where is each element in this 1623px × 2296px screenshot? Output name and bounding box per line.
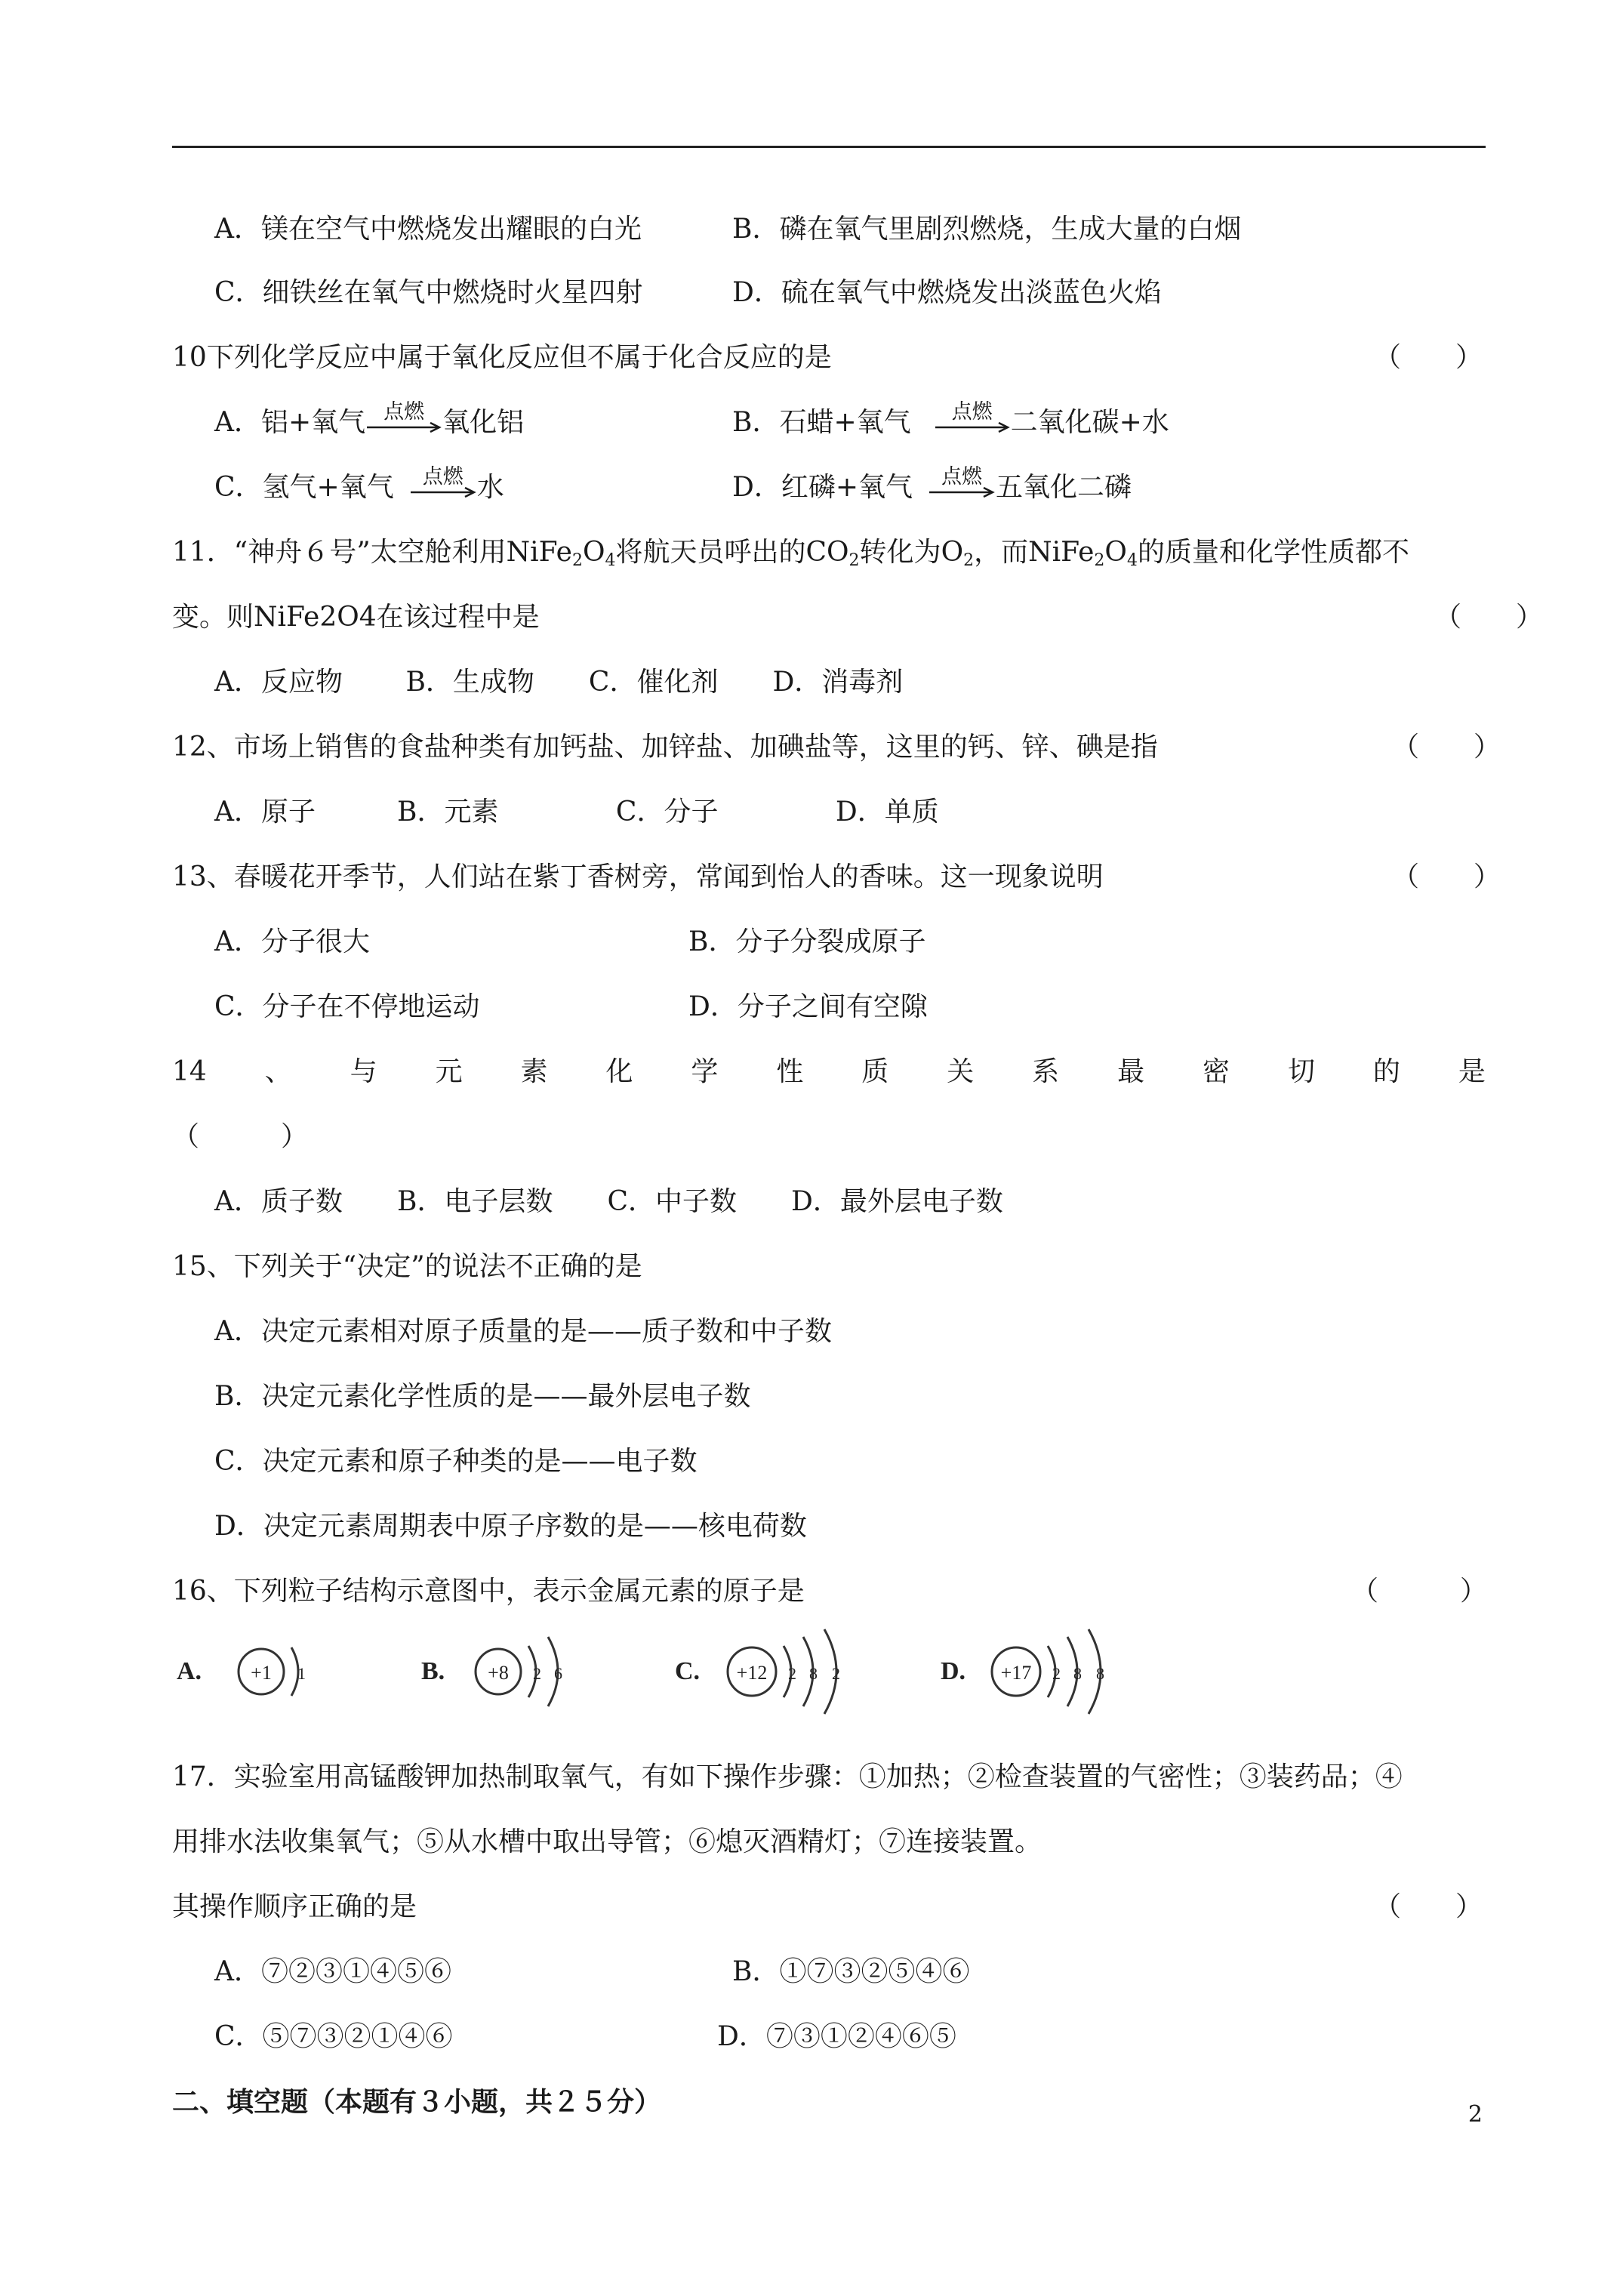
q10-option-a (214, 400, 525, 439)
stem-char: 性 (776, 1056, 804, 1087)
stem-char: 最 (1117, 1056, 1145, 1087)
reactants: D．红磷+氧气 (732, 472, 913, 503)
stem-char: 学 (691, 1056, 719, 1087)
shell-electrons: 2 (533, 1664, 541, 1683)
subscript: 4 (1126, 551, 1138, 570)
q12-options: A．原子 B．元素 C．分子 D．单质 (214, 797, 939, 827)
subscript: 4 (605, 551, 616, 570)
q14-options: A．质子数 B．电子层数 C．中子数 D．最外层电子数 (214, 1186, 1003, 1217)
arrow-icon (934, 421, 1011, 433)
formula: CO (805, 537, 849, 568)
atom-diagram-c (675, 1629, 840, 1714)
q15-option-a: A．决定元素相对原子质量的是——质子数和中子数 (214, 1316, 832, 1347)
atom-option-label: D. (941, 1657, 966, 1685)
q14-stem (172, 1056, 1486, 1089)
reactants: B．石蜡+氧气 (732, 407, 911, 438)
q12-stem: 12、市场上销售的食盐种类有加钙盐、加锌盐、加碘盐等，这里的钙、锌、碘是指 (172, 732, 1158, 763)
q10-stem: 10下列化学反应中属于氧化反应但不属于化合反应的是 (172, 342, 832, 373)
text: ，而 (974, 537, 1029, 568)
q16-stem: 16、下列粒子结构示意图中，表示金属元素的原子是 (172, 1576, 805, 1607)
q10-option-c (214, 465, 504, 504)
atom-option-label: B. (421, 1657, 445, 1685)
q15-stem: 15、下列关于“决定”的说法不正确的是 (172, 1251, 642, 1282)
q9-option-a: A．镁在空气中燃烧发出耀眼的白光 (214, 214, 642, 245)
q16-answer-paren: （ ） (1351, 1576, 1488, 1607)
shell-electrons: 1 (297, 1664, 306, 1683)
shell-electrons: 2 (1052, 1664, 1061, 1683)
subscript: 2 (571, 551, 583, 570)
q17-option-b: B．①⑦③②⑤④⑥ (732, 1956, 970, 1987)
shell-electrons: 8 (809, 1664, 818, 1683)
shell-electrons: 2 (788, 1664, 796, 1683)
nucleus-charge: +12 (736, 1662, 768, 1684)
q17-line-2: 用排水法收集氧气；⑤从水槽中取出导管；⑥熄灭酒精灯；⑦连接装置。 (172, 1826, 1042, 1857)
atom-structure-diagrams (172, 1616, 1153, 1729)
q9-option-d: D．硫在氧气中燃烧发出淡蓝色火焰 (732, 277, 1162, 308)
products: 水 (476, 472, 504, 503)
stem-char: 14 (172, 1056, 207, 1087)
q11-options: A．反应物 B．生成物 C．催化剂 D．消毒剂 (214, 667, 904, 698)
nucleus-charge: +1 (251, 1662, 272, 1684)
stem-char: 的 (1372, 1056, 1400, 1087)
text: 11．“神舟６号”太空舱利用 (172, 537, 507, 568)
section-heading: 二、填空题（本题有３小题，共２５分） (172, 2086, 662, 2118)
q17-line-1: 17．实验室用高锰酸钾加热制取氧气，有如下操作步骤：①加热；②检查装置的气密性；③装药品；④ (172, 1761, 1403, 1792)
reaction-arrow (365, 400, 442, 439)
condition-label: 点燃 (951, 400, 993, 424)
stem-char: 化 (605, 1056, 633, 1087)
q10-option-d (732, 465, 1132, 504)
condition-label: 点燃 (383, 400, 425, 424)
atom-diagram-b (421, 1637, 562, 1706)
q11-answer-paren: （ ） (1434, 602, 1544, 633)
stem-char: 素 (520, 1056, 548, 1087)
atom-diagram-a (177, 1647, 306, 1696)
condition-label: 点燃 (422, 465, 463, 488)
q9-option-b: B．磷在氧气里剧烈燃烧，生成大量的白烟 (732, 214, 1242, 245)
formula: O (1104, 537, 1127, 568)
formula: O (582, 537, 605, 568)
subscript: 2 (963, 551, 975, 570)
q13-option-c: C．分子在不停地运动 (214, 991, 480, 1022)
stem-char: 与 (350, 1056, 377, 1087)
q15-option-c: C．决定元素和原子种类的是——电子数 (214, 1446, 698, 1477)
formula: NiFe (506, 537, 572, 568)
nucleus-charge: +8 (488, 1662, 509, 1684)
stem-char: 切 (1287, 1056, 1315, 1087)
formula: O (941, 537, 964, 568)
q17-option-c: C．⑤⑦③②①④⑥ (214, 2021, 453, 2052)
q13-stem: 13、春暖花开季节，人们站在紫丁香树旁，常闻到怡人的香味。这一现象说明 (172, 861, 1104, 892)
reaction-arrow (409, 465, 477, 504)
q12-answer-paren: （ ） (1392, 732, 1501, 763)
q11-line-1 (172, 536, 1409, 569)
text: 将航天员呼出的 (615, 537, 806, 568)
reaction-arrow (928, 465, 996, 504)
products: 五氧化二磷 (996, 472, 1132, 503)
condition-label: 点燃 (941, 465, 983, 488)
header-rule (172, 146, 1486, 148)
nucleus-charge: +17 (1000, 1662, 1032, 1684)
q13-answer-paren: （ ） (1392, 861, 1501, 892)
q17-line-3: 其操作顺序正确的是 (172, 1891, 417, 1922)
q17-answer-paren: （ ） (1374, 1891, 1483, 1922)
stem-char: 质 (861, 1056, 889, 1087)
shell-electrons: 6 (554, 1664, 562, 1683)
q15-option-d: D．决定元素周期表中原子序数的是——核电荷数 (214, 1511, 807, 1542)
stem-char: 系 (1032, 1056, 1060, 1087)
q9-option-c: C．细铁丝在氧气中燃烧时火星四射 (214, 277, 643, 308)
atom-option-label: C. (675, 1657, 701, 1685)
subscript: 2 (1094, 551, 1105, 570)
q11-line-2: 变。则NiFe2O4在该过程中是 (172, 602, 540, 633)
stem-char: 关 (947, 1056, 975, 1087)
formula: NiFe (1028, 537, 1095, 568)
q15-option-b: B．决定元素化学性质的是——最外层电子数 (214, 1381, 751, 1412)
stem-char: 元 (435, 1056, 463, 1087)
products: 氧化铝 (442, 407, 525, 438)
subscript: 2 (848, 551, 860, 570)
arrow-icon (928, 486, 996, 498)
stem-char: 密 (1203, 1056, 1230, 1087)
shell-electrons: 8 (1073, 1664, 1082, 1683)
reaction-arrow (934, 400, 1011, 439)
stem-char: 、 (264, 1056, 292, 1087)
text: 的质量和化学性质都不 (1137, 537, 1409, 568)
q13-option-a: A．分子很大 (214, 926, 370, 957)
reactants: C．氢气+氧气 (214, 472, 394, 503)
text: 转化为 (859, 537, 941, 568)
arrow-icon (365, 421, 442, 433)
products: 二氧化碳+水 (1010, 407, 1169, 438)
shell-electrons: 2 (832, 1664, 840, 1683)
q13-option-d: D．分子之间有空隙 (688, 991, 928, 1022)
arrow-icon (409, 486, 477, 498)
page-number: 2 (1467, 2101, 1483, 2128)
q14-answer-paren: （ ） (172, 1121, 309, 1152)
q10-option-b (732, 400, 1169, 439)
stem-char: 是 (1458, 1056, 1486, 1087)
q17-option-a: A．⑦②③①④⑤⑥ (214, 1956, 451, 1987)
atom-diagram-d (941, 1629, 1104, 1714)
q13-option-b: B．分子分裂成原子 (688, 926, 926, 957)
reactants: A．铝+氧气 (214, 407, 366, 438)
atom-option-label: A. (177, 1657, 202, 1685)
q17-option-d: D．⑦③①②④⑥⑤ (717, 2021, 956, 2052)
shell-electrons: 8 (1096, 1664, 1104, 1683)
q10-answer-paren: （ ） (1374, 342, 1483, 373)
